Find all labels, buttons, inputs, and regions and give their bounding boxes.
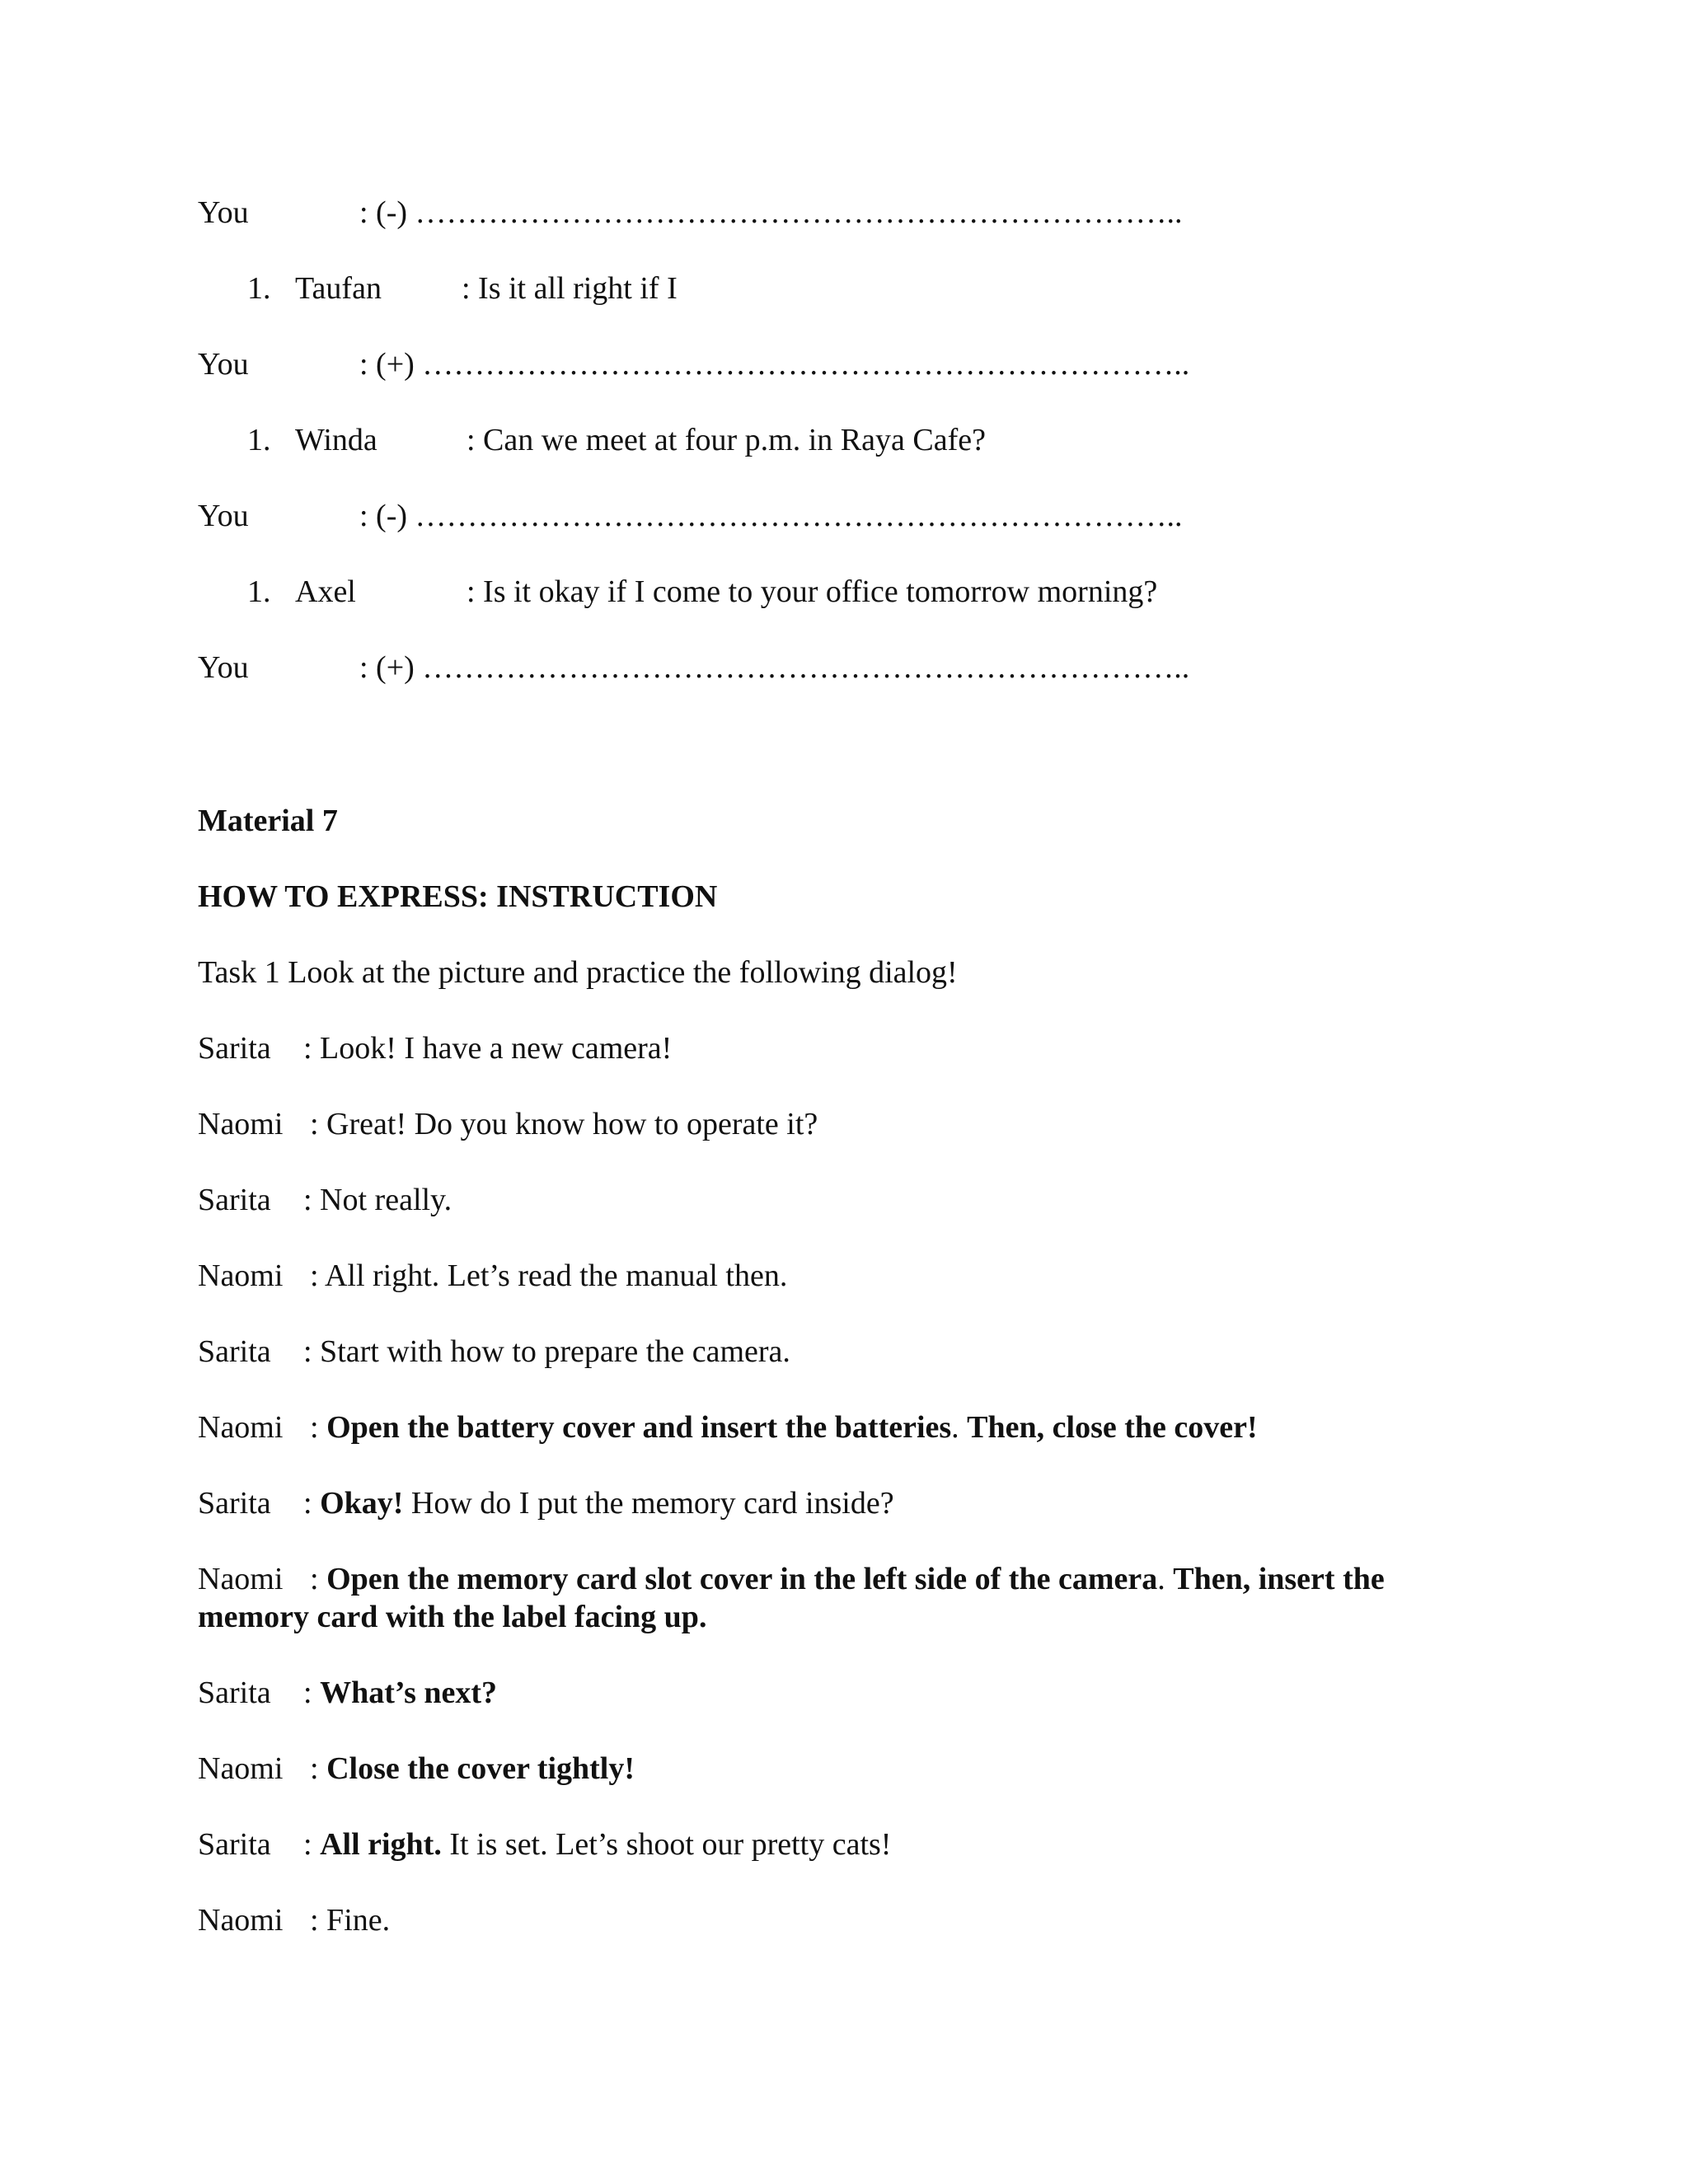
bold-instruction: Open the memory card slot cover in the left side of the camera	[326, 1562, 1158, 1596]
dialog-speaker: Sarita	[198, 1183, 271, 1217]
exercise-answer-line: : (-) ………………………………………………………………..	[359, 499, 1183, 533]
exercise-prompt: : Is it all right if I	[462, 271, 678, 306]
dialog-line	[303, 1333, 790, 1371]
dialog-line	[303, 1485, 894, 1523]
exercise-answer-line: : (+) ………………………………………………………………..	[359, 650, 1190, 685]
dialog-speaker: Naomi	[198, 1107, 284, 1141]
dialog-line	[303, 1826, 891, 1864]
dialog-line	[310, 1902, 390, 1940]
exercise-speaker: Taufan	[295, 271, 382, 306]
dialog-text: : Not really.	[303, 1183, 452, 1217]
bold-instruction: Okay!	[320, 1486, 404, 1521]
bold-instruction: Open the battery cover and insert the batteries	[326, 1410, 952, 1445]
item-number: 1.	[247, 574, 271, 609]
dialog-text: .	[1157, 1562, 1174, 1596]
bold-instruction: Then, insert the	[1173, 1562, 1385, 1596]
dialog-line	[310, 1750, 635, 1788]
dialog-speaker: Naomi	[198, 1562, 284, 1596]
dialog-line	[303, 1182, 452, 1220]
dialog-text: :	[303, 1675, 321, 1710]
item-number: 1.	[247, 423, 271, 457]
dialog-text: :	[310, 1751, 327, 1786]
item-number: 1.	[247, 271, 271, 306]
dialog-speaker: Sarita	[198, 1486, 271, 1521]
bold-instruction: Close the cover tightly!	[326, 1751, 635, 1786]
dialog-speaker: Sarita	[198, 1031, 271, 1066]
dialog-text: :	[310, 1562, 327, 1596]
dialog-text: : Fine.	[310, 1903, 391, 1938]
exercise-answer-line: : (-) ………………………………………………………………..	[359, 195, 1183, 230]
exercise-speaker: You	[198, 195, 249, 230]
dialog-line	[310, 1106, 818, 1144]
exercise-speaker: Winda	[295, 423, 377, 457]
dialog-line	[310, 1561, 1385, 1599]
bold-instruction: What’s next?	[320, 1675, 498, 1710]
dialog-speaker: Naomi	[198, 1903, 284, 1938]
exercise-speaker: Axel	[295, 574, 356, 609]
dialog-speaker: Naomi	[198, 1751, 284, 1786]
dialog-speaker: Sarita	[198, 1334, 271, 1369]
section-heading: HOW TO EXPRESS: INSTRUCTION	[198, 879, 718, 914]
exercise-answer-line: : (+) ………………………………………………………………..	[359, 347, 1190, 382]
dialog-speaker: Naomi	[198, 1410, 284, 1445]
exercise-speaker: You	[198, 650, 249, 685]
dialog-text: : Great! Do you know how to operate it?	[310, 1107, 818, 1141]
dialog-text: :	[303, 1827, 321, 1862]
dialog-text: .	[951, 1410, 968, 1445]
dialog-speaker: Naomi	[198, 1258, 284, 1293]
dialog-text: : Start with how to prepare the camera.	[303, 1334, 790, 1369]
bold-instruction: Then, close the cover!	[967, 1410, 1258, 1445]
exercise-prompt: : Is it okay if I come to your office tomorrow morning?	[467, 574, 1158, 609]
dialog-text: It is set. Let’s shoot our pretty cats!	[441, 1827, 892, 1862]
dialog-text: : All right. Let’s read the manual then.	[310, 1258, 788, 1293]
dialog-text: How do I put the memory card inside?	[403, 1486, 894, 1521]
dialog-text: :	[303, 1486, 321, 1521]
dialog-line	[310, 1409, 1258, 1447]
dialog-line	[303, 1030, 672, 1068]
dialog-speaker: Sarita	[198, 1827, 271, 1862]
exercise-prompt: : Can we meet at four p.m. in Raya Cafe?	[467, 423, 986, 457]
exercise-speaker: You	[198, 499, 249, 533]
dialog-line	[310, 1258, 787, 1296]
dialog-line-continuation: memory card with the label facing up.	[198, 1600, 707, 1634]
exercise-speaker: You	[198, 347, 249, 382]
dialog-text: : Look! I have a new camera!	[303, 1031, 673, 1066]
dialog-speaker: Sarita	[198, 1675, 271, 1710]
material-title: Material 7	[198, 804, 338, 838]
dialog-text: :	[310, 1410, 327, 1445]
dialog-line	[303, 1675, 497, 1713]
task-instruction: Task 1 Look at the picture and practice the following dialog!	[198, 955, 958, 990]
bold-instruction: All right.	[320, 1827, 442, 1862]
